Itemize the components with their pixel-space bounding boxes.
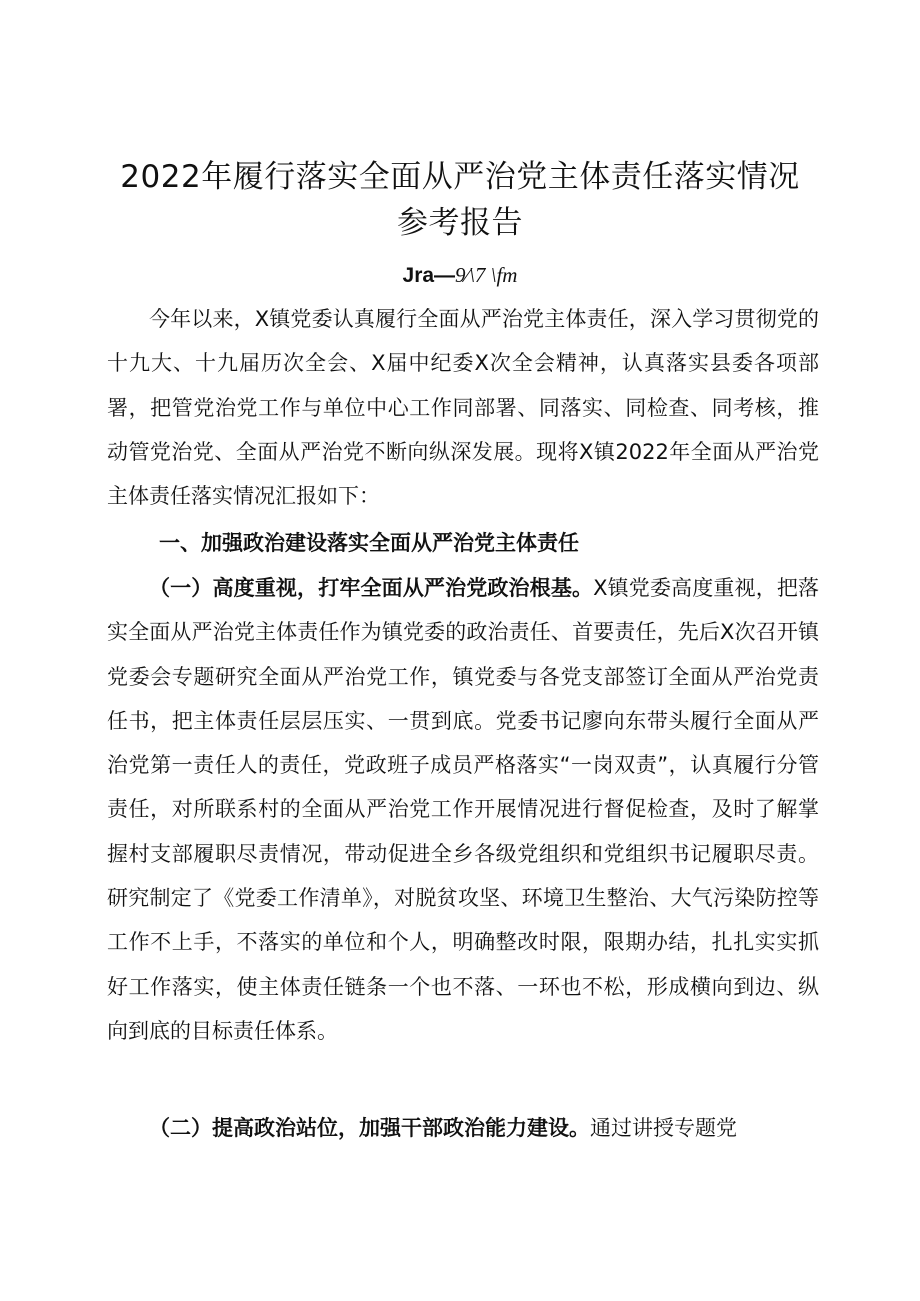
subsection-1-body: X镇党委高度重视，把落实全面从严治党主体责任作为镇党委的政治责任、首要责任，先后X次召开镇党委会专题研究全面从严治党工作，镇党委与各党支部签订全面从严治党责任书，把主体责任层层压实、一贯到底。党委书记廖向东带头履行全面从严治党第一责任人的责任，党政班子成员严格落实“一岗双责”，认真履行分管责任，对所联系村的全面从严治党工作开展情况进行督促检查，及时了解掌握村支部履职尽责情况，带动促进全乡各级党组织和党组织书记履职尽责。研究制定了《党委工作清单》，对脱贫攻坚、环境卫生整治、大气污染防控等工作不上手，不落实的单位和个人，明确整改时限，限期办结，扎扎实实抓好工作落实，使主体责任链条一个也不落、一环也不松，形成横向到边、纵向到底的目标责任体系。 (107, 576, 819, 1043)
subsection-2-heading: （二）提高政治站位，加强干部政治能力建设。 (149, 1116, 590, 1140)
document-title-line1: 2022年履行落实全面从严治党主体责任落实情况 (120, 159, 800, 195)
subsection-2-body: 通过讲授专题党 (590, 1116, 737, 1140)
byline-bold: Jra— (402, 264, 456, 287)
intro-paragraph: 今年以来，X镇党委认真履行全面从严治党主体责任，深入学习贯彻党的十九大、十九届历次全会、X届中纪委X次全会精神，认真落实县委各项部署，把管党治党工作与单位中心工作同部署、同落实、同检查、同考核，推动管党治党、全面从严治党不断向纵深发展。现将X镇2022年全面从严治党主体责任落实情况汇报如下： (107, 307, 819, 509)
subsection-1-paragraph (107, 566, 819, 1053)
section-heading-1: 一、加强政治建设落实全面从严治党主体责任 (159, 531, 579, 555)
byline (60, 260, 860, 291)
subsection-1-heading: （一）高度重视，打牢全面从严治党政治根基。 (149, 576, 594, 600)
subsection-2-paragraph (107, 1106, 819, 1150)
byline-italic: 9⁄\7 \fm (455, 263, 518, 287)
document-title-line2: 参考报告 (397, 205, 523, 241)
